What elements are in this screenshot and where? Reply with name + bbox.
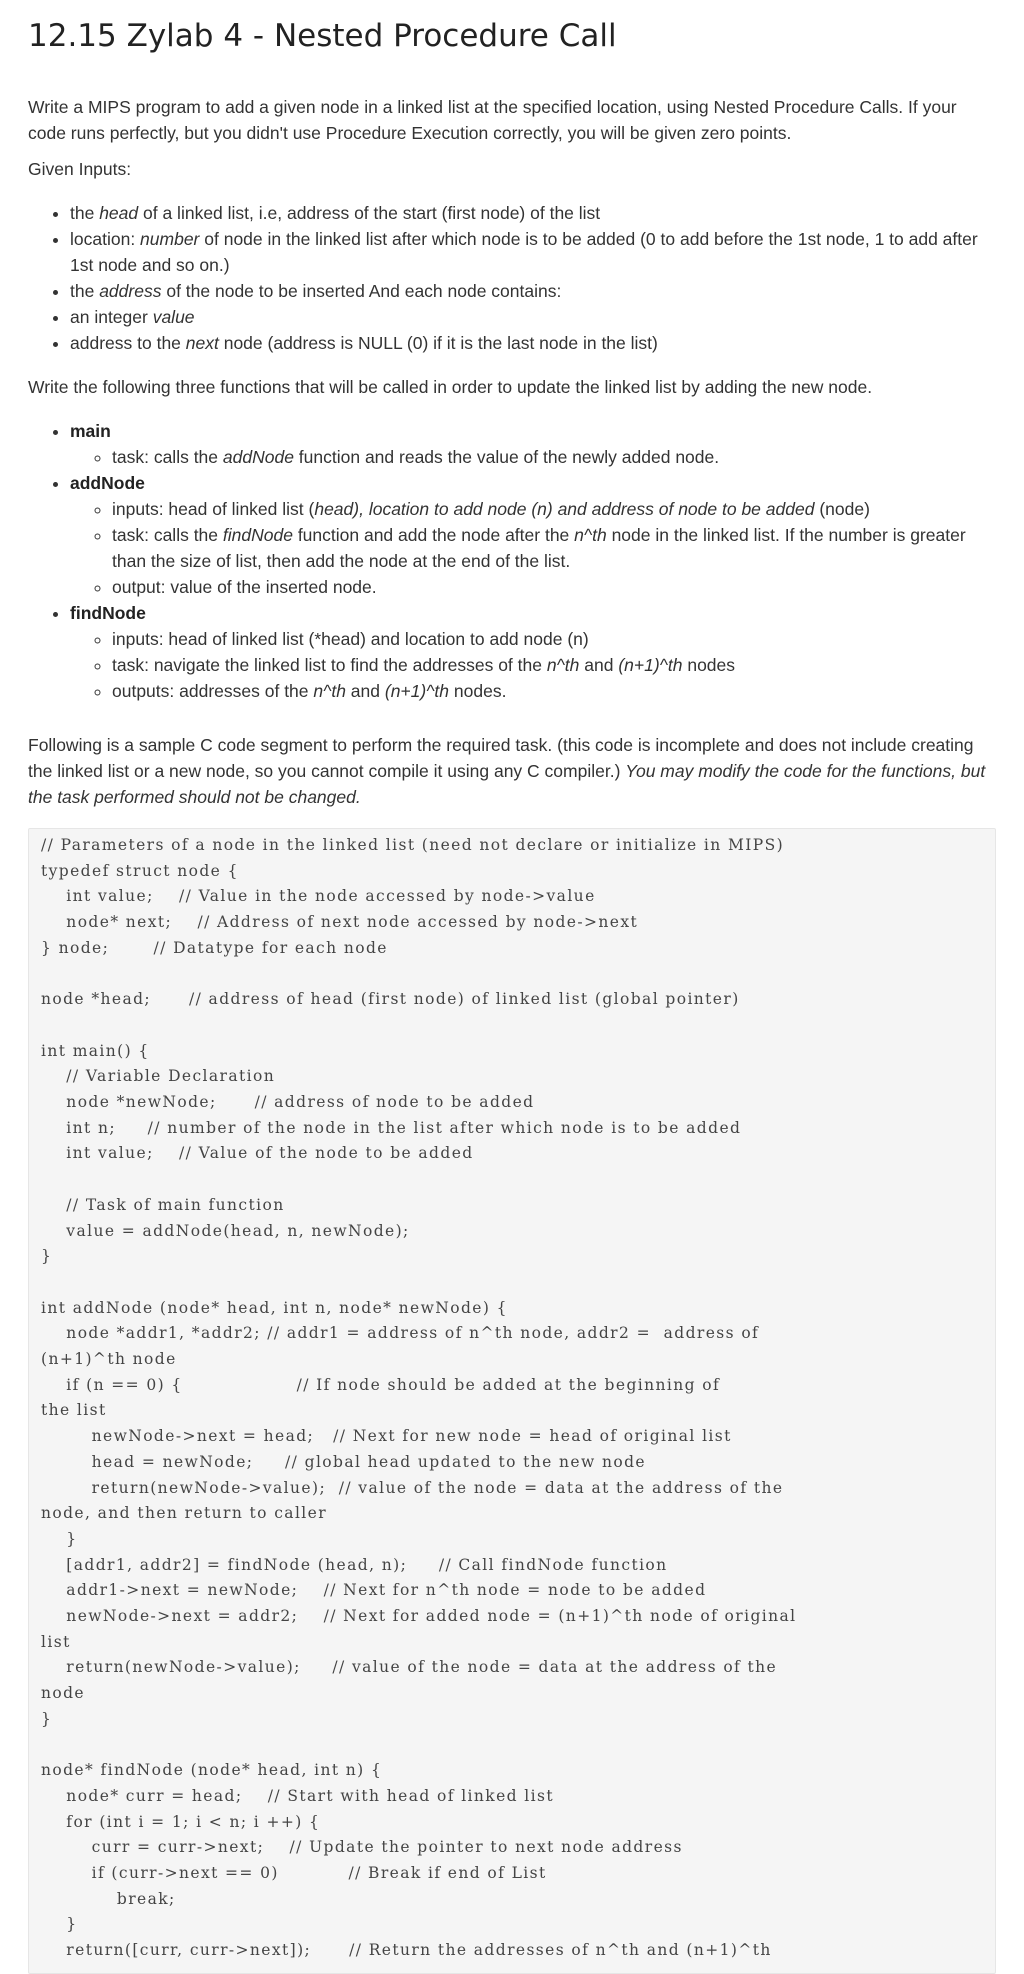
code-line: addr1->next = newNode; // Next for n^th node = node to be added <box>41 1581 707 1600</box>
code-line <box>41 1270 983 1296</box>
code-line: node *newNode; // address of node to be added <box>41 1093 535 1111</box>
function-name: findNode <box>70 603 146 623</box>
function-name: addNode <box>70 473 145 493</box>
code-block <box>28 828 996 1974</box>
code-line: typedef struct node { <box>41 861 239 880</box>
list-item: • the address of the node to be inserted And each node contains: <box>70 278 996 304</box>
code-line: int n; // number of the node in the list after which node is to be added <box>41 1118 742 1137</box>
code-line: int value; // Value of the node to be added <box>41 1144 474 1163</box>
function-name: main <box>70 421 111 441</box>
intro-paragraph: Write a MIPS program to add a given node in a linked list at the specified location, using Nested Procedure Calls. If your code runs perfectly, but you didn't use Procedure Execution correctly, you will be given zero points. <box>28 97 957 143</box>
code-line: } <box>41 1529 78 1548</box>
code-line: the list <box>41 1401 107 1420</box>
list-item: ◦ output: value of the inserted node. <box>112 574 996 600</box>
list-item: ◦ outputs: addresses of the n^th and (n+1)^th nodes. <box>112 678 996 704</box>
list-item: ◦ inputs: head of linked list (*head) and location to add node (n) <box>112 626 996 652</box>
code-line: newNode->next = head; // Next for new node = head of original list <box>41 1427 732 1446</box>
list-item: ◦ inputs: head of linked list (head), location to add node (n) and address of node to be added (node) <box>112 496 996 522</box>
code-line: // Parameters of a node in the linked list (need not declare or initialize in MIPS) <box>41 836 785 854</box>
list-item: • address to the next node (address is NULL (0) if it is the last node in the list) <box>70 330 996 356</box>
code-line: node *head; // address of head (first node) of linked list (global pointer) <box>41 990 740 1009</box>
code-line: if (n == 0) { // If node should be added at the beginning of <box>41 1375 721 1394</box>
code-line: return([curr, curr->next]); // Return the addresses of n^th and (n+1)^th <box>41 1941 772 1960</box>
code-line: int addNode (node* head, int n, node* newNode) { <box>41 1298 508 1317</box>
functions-intro: Write the following three functions that will be called in order to update the linked list by adding the new node. <box>28 377 873 397</box>
given-inputs-label: Given Inputs: <box>28 159 132 179</box>
given-inputs-list <box>28 200 996 356</box>
code-line: node <box>41 1684 86 1703</box>
code-line: int value; // Value in the node accessed by node->value <box>41 887 596 906</box>
code-line: if (curr->next == 0) // Break if end of List <box>41 1864 547 1883</box>
code-line: } <box>41 1247 53 1266</box>
code-line: for (int i = 1; i < n; i ++) { <box>41 1812 321 1831</box>
list-item: • location: number of node in the linked list after which node is to be added (0 to add before the 1st node, 1 to add after 1st node and so on.) <box>70 226 996 278</box>
list-item: ◦ task: calls the addNode function and reads the value of the newly added node. <box>112 444 996 470</box>
list-item: ◦ task: navigate the linked list to find the addresses of the n^th and (n+1)^th nodes <box>112 652 996 678</box>
code-line: return(newNode->value); // value of the node = data at the address of the <box>41 1478 784 1497</box>
code-line: // Task of main function <box>41 1195 285 1214</box>
function-addnode <box>70 470 996 600</box>
function-findnode <box>70 600 996 704</box>
page-title: 12.15 Zylab 4 - Nested Procedure Call <box>28 18 617 54</box>
functions-list <box>28 418 996 704</box>
code-line <box>41 1733 983 1759</box>
code-line: } <box>41 1915 78 1934</box>
code-line: curr = curr->next; // Update the pointer to next node address <box>41 1838 683 1857</box>
code-line: node* curr = head; // Start with head of linked list <box>41 1786 555 1805</box>
list-item: ◦ task: calls the findNode function and add the node after the n^th node in the linked list. If the number is greater than the size of list, then add the node at the end of the list. <box>112 522 996 574</box>
code-line <box>41 1013 983 1039</box>
code-line: [addr1, addr2] = findNode (head, n); // Call findNode function <box>41 1555 668 1574</box>
code-line: head = newNode; // global head updated to the new node <box>41 1452 646 1471</box>
code-line <box>41 1167 983 1193</box>
code-line: (n+1)^th node <box>41 1350 177 1368</box>
code-line: newNode->next = addr2; // Next for added node = (n+1)^th node of original <box>41 1607 797 1626</box>
code-line: list <box>41 1632 71 1651</box>
list-item: • an integer value <box>70 304 996 330</box>
sample-code-intro: Following is a sample C code segment to perform the required task. (this code is incomplete and does not include creating the linked list or a new node, so you cannot compile it using any C compiler.) You may modify the code for the functions, but the task performed should not be changed. <box>28 735 986 807</box>
code-line: break; <box>41 1889 176 1908</box>
code-line: // Variable Declaration <box>41 1067 276 1086</box>
code-line: return(newNode->value); // value of the node = data at the address of the <box>41 1658 778 1677</box>
function-main <box>70 418 996 470</box>
code-line: node *addr1, *addr2; // addr1 = address of n^th node, addr2 = address of <box>41 1324 760 1343</box>
code-line: } node; // Datatype for each node <box>41 938 388 957</box>
list-item: • the head of a linked list, i.e, address of the start (first node) of the list <box>70 200 996 226</box>
code-line: value = addNode(head, n, newNode); <box>41 1221 410 1240</box>
code-line: int main() { <box>41 1041 150 1060</box>
code-line: node* next; // Address of next node accessed by node->next <box>41 913 639 932</box>
code-line: node* findNode (node* head, int n) { <box>41 1761 383 1780</box>
code-line: } <box>41 1709 53 1728</box>
code-line: node, and then return to caller <box>41 1504 328 1523</box>
code-line <box>41 962 983 988</box>
